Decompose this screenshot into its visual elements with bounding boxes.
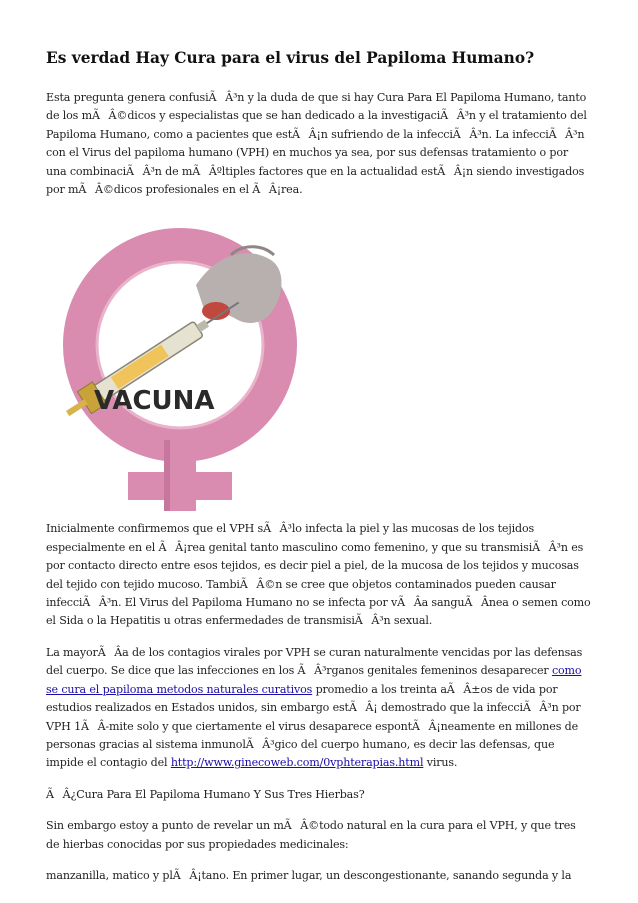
section-heading-herbs: ÃÂ¿Cura Para El Papiloma Humano Y Sus Tres Hierbas?	[46, 787, 365, 801]
paragraph-contagion-text-a: La mayorÃÂa de los contagios virales por VPH se curan naturalmente vencidas por las defensas del cuerpo. Se dice que las infecciones en los ÃÂ³rganos genitales femeninos desaparecer	[46, 645, 583, 678]
vaccine-illustration	[46, 215, 328, 511]
ginecoweb-link[interactable]: http://www.ginecoweb.com/0vphterapias.html	[170, 756, 424, 770]
paragraph-contagion	[46, 644, 591, 773]
paragraph-transmission: Inicialmente confirmemos que el VPH sÃÂ³lo infecta la piel y las mucosas de los tejidos especialmente en el ÃÂ¡rea genital tanto masculino como femenino, y que su transmisiÃÂ³n es por contacto directo entre esos tejidos, es decir piel a piel, de la mucosa de los tejidos y mucosas del tejido con tejido mucoso. TambiÃÂ©n se cree que objetos contaminados pueden causar infecciÃÂ³n. El Virus del Papiloma Humano no se infecta por vÃÂa sanguÃÂnea o semen como el Sida o la Hepatitis u otras enfermedades de transmisiÃÂ³n sexual.	[46, 522, 591, 628]
vaccine-caption: VACUNA	[94, 386, 215, 417]
paragraph-herbs-intro: Sin embargo estoy a punto de revelar un mÃÂ©todo natural en la cura para el VPH, y que tres de hierbas conocidas por sus propiedades medicinales:	[46, 819, 576, 851]
paragraph-contagion-text-c: virus.	[423, 756, 458, 770]
paragraph-contagion-text-b: promedio a los treinta aÃÂ±os de vida por estudios realizados en Estados unidos, sin embargo estÃÂ¡ demostrado que la infecciÃÂ³n por VPH 1ÃÂ-mite solo y que ciertamente el virus desaparece espontÃÂ¡neamente en millones de personas gracias al sistema inmunolÃÂ³gico del cuerpo humano, es decir las defensas, que impide el contagio del	[46, 682, 581, 770]
paragraph-intro: Esta pregunta genera confusiÃÂ³n y la duda de que si hay Cura Para El Papiloma Humano, tanto de los mÃÂ©dicos y especialistas que se han dedicado a la investigaciÃÂ³n y el tratamiento del Papiloma Humano, como a pacientes que estÃÂ¡n sufriendo de la infecciÃÂ³n. La infecciÃÂ³n con el Virus del papiloma humano (VPH) en muchos ya sea, por sus defensas tratamiento o por una combinaciÃÂ³n de mÃÂºltiples factores que en la actualidad estÃÂ¡n siendo investigados por mÃÂ©dicos profesionales en el ÃÂ¡rea.	[46, 91, 587, 197]
cure-methods-link[interactable]: como se cura el papiloma metodos naturales curativos	[46, 664, 582, 696]
paragraph-herbs-list: manzanilla, matico y plÃÂ¡tano. En primer lugar, un descongestionante, sanando segunda y la	[46, 868, 572, 882]
page-title: Es verdad Hay Cura para el virus del Papiloma Humano?	[46, 49, 535, 67]
female-symbol-crossbar	[128, 472, 232, 500]
